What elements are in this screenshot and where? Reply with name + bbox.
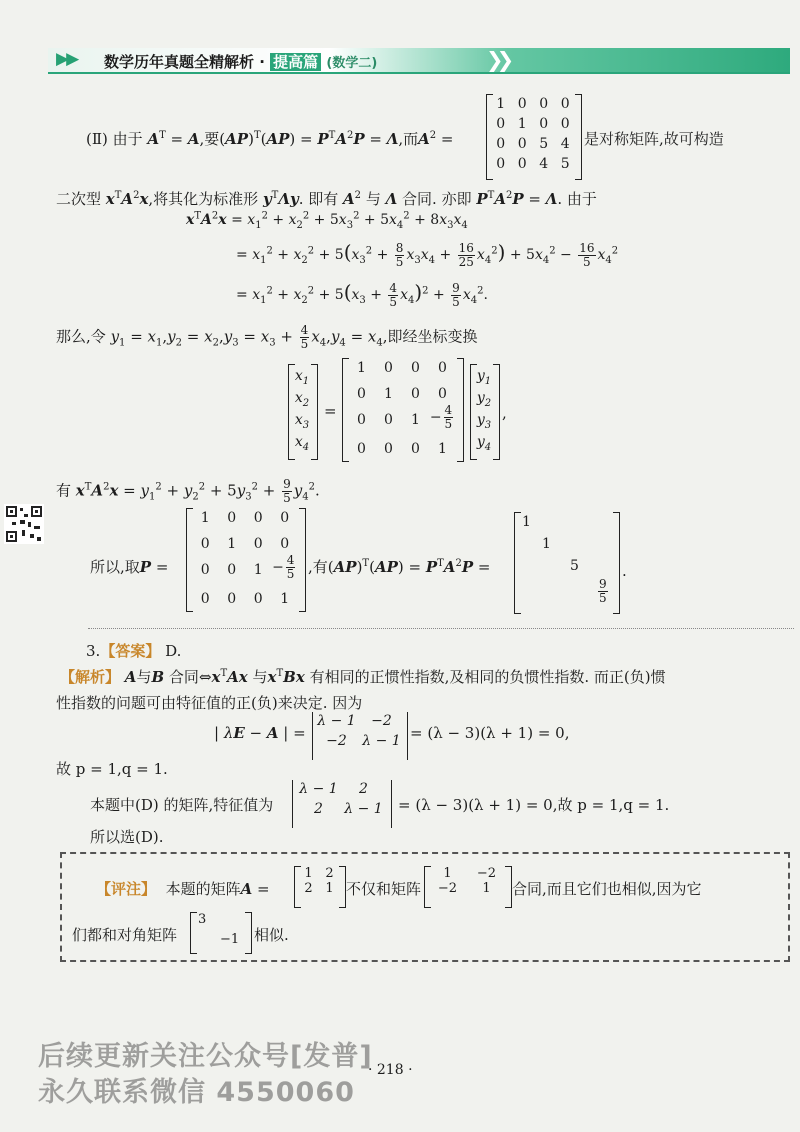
diag-entry-3: 5 [570, 558, 579, 574]
a2-matrix-cell: 0 [539, 96, 549, 112]
q3-option-d-text: 本题中(D) 的矩阵,特征值为 [90, 796, 274, 814]
header-title [104, 51, 377, 72]
note-diag-neg1: −1 [220, 932, 240, 947]
derivation-line2: = $x_1^2 + x_2^2 + 5(x_3^2$ + $\frac{8}{5}$ $x_3x_4$ + $\frac{16}{25}$ $x_4^2) + 5x_4^2$ − $\frac{16}{5}$ $x_4^2$ [236, 240, 619, 269]
p-matrix-cell: 1 [280, 591, 290, 607]
char-det-entries: λ − 1 −2 −2 λ − 1 [317, 713, 401, 749]
a2-matrix-cell: 0 [496, 116, 506, 132]
result-line: 有 $x^TA^2x = y_1^2 + y_2^2 + 5y_3^2$ + $\frac{9}{5}$ $y_4^2$. [56, 477, 320, 505]
p-matrix-cell: 0 [253, 536, 263, 552]
p-matrix-cell: 1 [227, 536, 237, 552]
header-chevrons-icon: ❯❯ [486, 48, 508, 72]
derivation-line3: = $x_1^2 + x_2^2 + 5(x_3$ + $\frac{4}{5}$ $x_4)^2$ + $\frac{9}{5}$ $x_4^2$. [236, 280, 488, 309]
note-diag-3: 3 [198, 912, 207, 927]
p-matrix-cell: 0 [200, 591, 210, 607]
q3-conclusion: 故 p = 1,q = 1. [56, 760, 168, 778]
watermark-line1: 后续更新关注公众号[发普] [38, 1041, 373, 1072]
diag-entry-2: 1 [542, 536, 551, 552]
p-matrix-cell: 1 [253, 562, 263, 578]
part2-line1: (Ⅱ) 由于 $A^T = A$,要$(AP)^T(AP) = P^TA^2P = \Lambda$,而$A^2$ = [86, 130, 454, 148]
q3-answer-line: 3.【答案】 D. [86, 642, 182, 660]
p-matrix-cell: 1 [200, 510, 210, 526]
derivation-line1: $x^TA^2x = x_1^2 + x_2^2 + 5x_3^2 + 5x_4^2 + 8x_3x_4$ [186, 210, 468, 231]
p-matrix-cell: 0 [227, 591, 237, 607]
a2-matrix-cell: 0 [517, 96, 527, 112]
diag-entry-1: 1 [522, 514, 531, 530]
section-divider [88, 628, 794, 629]
q3-analysis-line2: 性指数的问题可由特征值的正(负)来决定. 因为 [56, 694, 363, 712]
p-matrix-cell: 0 [200, 536, 210, 552]
equals-sign: = [324, 402, 337, 420]
substitution-line: 那么,令 $y_1 = x_1,y_2 = x_2,y_3 = x_3$ + $\frac{4}{5}$ $x_4,y_4 = x_4$,即经坐标变换 [56, 323, 478, 351]
a2-matrix-cell: 4 [560, 136, 570, 152]
book-title: 数学历年真题全精解析 · [104, 53, 265, 71]
diag-entry-4: $\frac{9}{5}$ [599, 577, 607, 605]
part2-line1-tail: 是对称矩阵,故可构造 [584, 130, 724, 148]
a2-matrix-cell: 0 [517, 156, 527, 172]
part2-line2: 二次型 $x^TA^2x$,将其化为标准形 $y^T\Lambda y$. 即有 $A^2$ 与 Λ 合同. 亦即 $P^TA^2P = \Lambda$. 由于 [56, 190, 597, 208]
so-take-label: 所以,取P = [90, 558, 169, 576]
note-text5: 相似. [254, 926, 289, 944]
comma: , [502, 404, 507, 422]
option-d-rhs: = (λ − 3)(λ + 1) = 0,故 p = 1,q = 1. [398, 796, 670, 814]
note-matrix-b-entries: 1 −2 −2 1 [437, 866, 497, 896]
book-subtitle: (数学二) [326, 56, 378, 71]
note-line1: 【评注】 本题的矩阵A = [96, 880, 270, 898]
a2-matrix-cell: 1 [517, 116, 527, 132]
page-number: · 218 · [368, 1062, 413, 1078]
note-text4: 们都和对角矩阵 [72, 926, 178, 944]
q3-select: 所以选(D). [90, 828, 164, 846]
q3-analysis-line1: 【解析】 A与B 合同$\Leftrightarrow x^TAx$ 与$x^TBx$ 有相同的正惯性指数,及相同的负惯性指数. 而正(负)惯 [60, 668, 666, 686]
a2-matrix-cell: 0 [496, 156, 506, 172]
note-matrix-a-entries: 1 2 2 1 [304, 866, 334, 896]
p-matrix-cell: 0 [253, 510, 263, 526]
p-matrix-cell: 0 [200, 562, 210, 578]
a2-matrix-cell: 4 [539, 156, 549, 172]
y-vector-entries: $y_1$ $y_2$ $y_3$ $y_4$ [476, 368, 492, 453]
char-poly-lhs: | λE − A | = [214, 724, 306, 742]
char-poly-rhs: = (λ − 3)(λ + 1) = 0, [410, 724, 570, 742]
a2-matrix-cell: 0 [517, 136, 527, 152]
p-matrix-cell: 0 [280, 510, 290, 526]
p-matrix-cell: 0 [253, 591, 263, 607]
a2-matrix-entries [490, 96, 576, 172]
a2-matrix-cell: 1 [496, 96, 506, 112]
qr-code-icon [4, 504, 44, 544]
a2-matrix-cell: 0 [539, 116, 549, 132]
note-text2: 不仅和矩阵 [346, 880, 422, 898]
note-text3: 合同,而且它们也相似,因为它 [512, 880, 702, 898]
period: . [622, 562, 627, 580]
a2-matrix-cell: 0 [496, 136, 506, 152]
p-matrix-cell: 0 [280, 536, 290, 552]
p-matrix-cell: 0 [227, 510, 237, 526]
a2-matrix-cell: 0 [560, 116, 570, 132]
p-matrix-cell: − $\frac{4}{5}$ [272, 553, 295, 581]
a2-matrix-cell: 0 [560, 96, 570, 112]
a2-matrix-cell: 5 [539, 136, 549, 152]
option-d-det-entries: λ − 1 2 2 λ − 1 [299, 781, 383, 817]
so-take-mid: ,有$(AP)^T(AP) = P^TA^2P$ = [308, 558, 491, 576]
p-matrix-cell: 0 [227, 562, 237, 578]
section-highlight: 提高篇 [270, 53, 321, 71]
header-arrows-icon: ▶▶ [56, 49, 77, 69]
watermark-line2: 永久联系微信 4550060 [38, 1077, 355, 1108]
a2-matrix-cell: 5 [560, 156, 570, 172]
transform-matrix-entries: 1 0 0 0 0 1 0 0 0 0 1 − $\frac{4}{5}$ 0 0 0 1 [357, 360, 453, 457]
p-matrix-entries [192, 510, 298, 607]
x-vector-entries: $x_1$ $x_2$ $x_3$ $x_4$ [294, 368, 310, 453]
